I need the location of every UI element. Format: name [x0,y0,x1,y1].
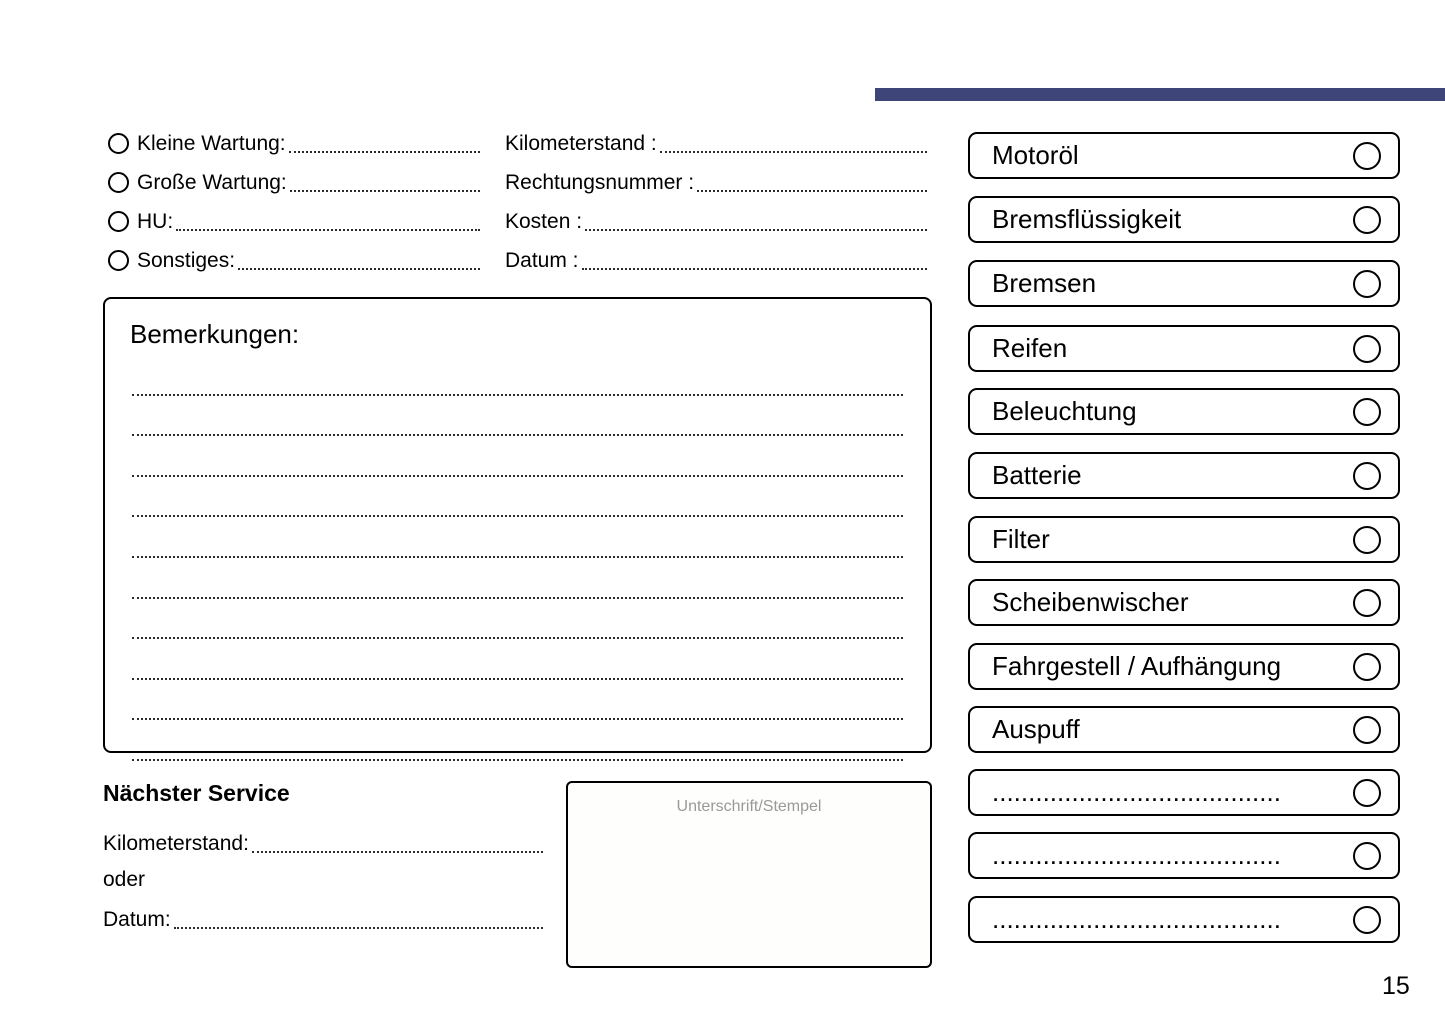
checklist-item-label: Beleuchtung [992,396,1137,426]
checklist-item-label: Batterie [992,460,1082,490]
service-row-sonstiges [108,247,480,274]
hu-checkbox[interactable] [108,211,129,232]
field-row-kilometerstand [505,130,927,157]
checklist-item-radio[interactable] [1353,270,1381,298]
remarks-line [132,436,903,477]
checklist-item-radio[interactable] [1353,398,1381,426]
checklist-item-batterie [968,452,1400,499]
remarks-lines [132,355,903,761]
checklist-item-label: Bremsflüssigkeit [992,204,1182,234]
remarks-line [132,396,903,437]
checklist-item-radio[interactable] [1353,462,1381,490]
field-row-kosten [505,208,927,235]
remarks-line [132,558,903,599]
checklist-item-blank-2 [968,832,1400,879]
checklist-item-blank-1 [968,769,1400,816]
remarks-box [103,297,932,753]
remarks-line [132,355,903,396]
sonstiges-label: Sonstiges: [137,248,236,272]
next-service-date-row [103,906,543,933]
grosse-wartung-label: Große Wartung: [137,170,287,194]
checklist-item-label: Filter [992,524,1050,554]
checklist-item-filter [968,516,1400,563]
next-service-date-line [174,927,543,929]
kleine-wartung-checkbox[interactable] [108,133,129,154]
kilometerstand-line [660,151,927,153]
next-service-km-line [252,851,543,853]
next-service-title: Nächster Service [103,780,290,806]
checklist-item-label: ........................................ [992,904,1281,934]
kleine-wartung-line [289,151,480,153]
page-number: 15 [1382,972,1410,1000]
kosten-label: Kosten : [505,209,583,233]
checklist-item-blank-3 [968,896,1400,943]
datum-label: Datum : [505,248,579,272]
checklist-item-radio[interactable] [1353,653,1381,681]
checklist-item-radio[interactable] [1353,716,1381,744]
kosten-line [585,229,927,231]
checklist-item-label: Bremsen [992,268,1097,298]
checklist-item-radio[interactable] [1353,906,1381,934]
checklist-item-radio[interactable] [1353,779,1381,807]
next-service-km-row [103,830,543,857]
checklist-item-beleuchtung [968,388,1400,435]
sonstiges-line [238,268,480,270]
checklist-item-label: Scheibenwischer [992,587,1189,617]
checklist-item-label: Motoröl [992,140,1079,170]
checklist-item-radio[interactable] [1353,206,1381,234]
checklist-item-radio[interactable] [1353,842,1381,870]
kleine-wartung-label: Kleine Wartung: [137,131,286,155]
checklist-item-label: ........................................ [992,840,1281,870]
service-row-hu [108,208,480,235]
next-service-date-label: Datum: [103,907,171,931]
hu-line [176,229,480,231]
accent-bar [875,88,1445,101]
remarks-line [132,599,903,640]
grosse-wartung-checkbox[interactable] [108,172,129,193]
service-row-grosse-wartung [108,169,480,196]
checklist-item-bremsen [968,260,1400,307]
checklist-item-auspuff [968,706,1400,753]
remarks-line [132,517,903,558]
checklist-item-radio[interactable] [1353,335,1381,363]
checklist-item-radio[interactable] [1353,526,1381,554]
kilometerstand-label: Kilometerstand : [505,131,657,155]
signature-box [566,781,932,968]
checklist-item-label: Fahrgestell / Aufhängung [992,651,1282,681]
remarks-line [132,639,903,680]
checklist-item-label: Reifen [992,333,1068,363]
signature-label: Unterschrift/Stempel [676,798,822,815]
remarks-line [132,720,903,761]
sonstiges-checkbox[interactable] [108,250,129,271]
rechnungsnummer-line [697,190,927,192]
field-row-datum [505,247,927,274]
next-service-km-label: Kilometerstand: [103,831,249,855]
service-row-kleine-wartung [108,130,480,157]
checklist-item-scheibenwischer [968,579,1400,626]
field-row-rechnungsnummer [505,169,927,196]
datum-line [582,268,927,270]
grosse-wartung-line [290,190,480,192]
checklist-item-reifen [968,325,1400,372]
remarks-line [132,477,903,518]
checklist-item-radio[interactable] [1353,142,1381,170]
checklist-item-bremsfluessigkeit [968,196,1400,243]
remarks-title: Bemerkungen: [130,319,300,349]
checklist-item-motoroel [968,132,1400,179]
checklist-item-radio[interactable] [1353,589,1381,617]
remarks-line [132,680,903,721]
next-service-or-label: oder [103,868,146,891]
hu-label: HU: [137,209,174,233]
checklist-item-label: ........................................ [992,777,1281,807]
checklist-item-label: Auspuff [992,714,1080,744]
checklist-item-fahrgestell-aufhaengung [968,643,1400,690]
rechnungsnummer-label: Rechtungsnummer : [505,170,695,194]
